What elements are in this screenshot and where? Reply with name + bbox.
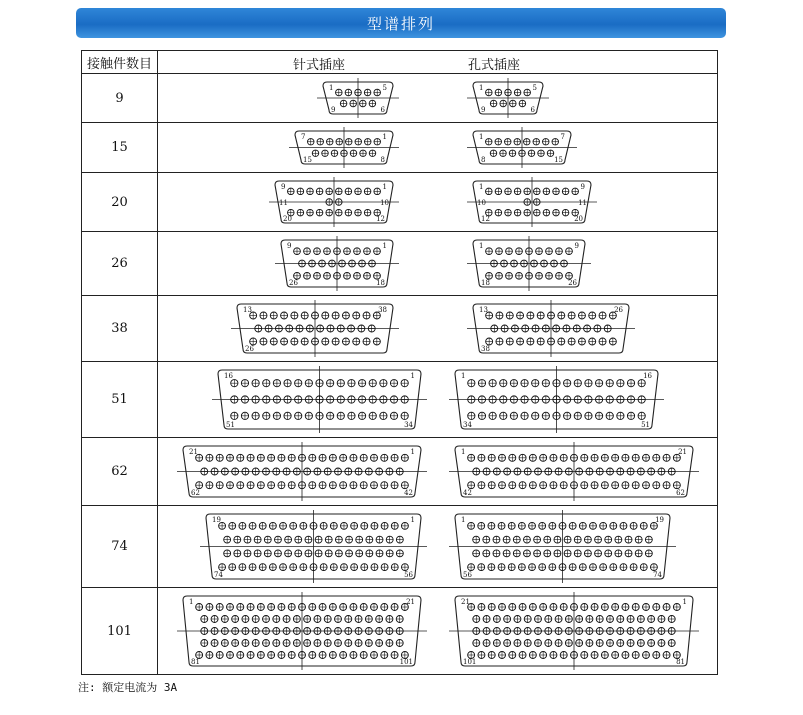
hole-socket-pin-label: 101 xyxy=(463,658,477,666)
layout-cell xyxy=(158,296,718,362)
hole-socket-pin-label: 12 xyxy=(481,215,490,223)
hole-socket-pin-label: 21 xyxy=(461,598,470,606)
pin-socket-pin-label: 1 xyxy=(329,84,334,92)
hole-socket-pin-label: 62 xyxy=(676,489,685,497)
layout-cell xyxy=(158,232,718,296)
hole-socket-pin-label: 21 xyxy=(678,448,687,456)
header-layouts xyxy=(158,51,718,74)
pin-socket-pin-label: 9 xyxy=(287,242,292,250)
hole-socket-pin-label: 26 xyxy=(614,306,623,314)
page-title: 型谱排列 xyxy=(366,14,435,33)
table-row xyxy=(82,74,718,123)
hole-socket-pin-label: 26 xyxy=(568,279,577,287)
hole-socket-pin-label: 34 xyxy=(463,421,472,429)
table-row xyxy=(82,232,718,296)
pin-socket-pin-label: 1 xyxy=(410,516,415,524)
hole-socket-pin-label: 51 xyxy=(641,421,650,429)
footnote: 注: 额定电流为 3A xyxy=(78,681,178,694)
hole-socket-pin-label: 1 xyxy=(479,84,484,92)
hole-socket-pin-label: 1 xyxy=(479,183,484,191)
pin-socket-pin-label: 1 xyxy=(382,242,387,250)
layout-diagram xyxy=(158,74,720,122)
contact-count: 62 xyxy=(82,438,158,506)
hole-socket-pin-label: 9 xyxy=(481,106,486,114)
layout-diagram xyxy=(158,438,720,505)
layout-cell xyxy=(158,588,718,675)
pin-socket-pin-label: 1 xyxy=(410,448,415,456)
pin-socket-pin-label: 34 xyxy=(404,421,413,429)
layout-diagram xyxy=(158,173,720,231)
hole-socket-pin-label: 42 xyxy=(463,489,472,497)
contact-count: 9 xyxy=(82,74,158,123)
contact-count: 15 xyxy=(82,123,158,173)
layout-cell xyxy=(158,362,718,438)
table-row xyxy=(82,588,718,675)
contact-count: 38 xyxy=(82,296,158,362)
pin-socket-pin-label: 74 xyxy=(214,571,223,579)
layout-diagram xyxy=(158,506,720,587)
pin-socket-pin-label: 6 xyxy=(380,106,385,114)
hole-socket-pin-label: 1 xyxy=(479,242,484,250)
hole-socket-pin-label: 19 xyxy=(655,516,664,524)
layout-diagram xyxy=(158,123,720,172)
pin-socket-pin-label: 19 xyxy=(212,516,221,524)
hole-socket-pin-label: 1 xyxy=(461,372,466,380)
pin-socket-pin-label: 1 xyxy=(189,598,194,606)
header-hole-socket: 孔式插座 xyxy=(468,58,521,73)
hole-socket-pin-label: 38 xyxy=(481,345,490,353)
hole-socket-pin-label: 6 xyxy=(530,106,535,114)
pin-socket-pin-label: 56 xyxy=(404,571,413,579)
layout-cell xyxy=(158,438,718,506)
hole-socket-pin-label: 9 xyxy=(574,242,579,250)
hole-socket-pin-label: 56 xyxy=(463,571,472,579)
hole-socket-pin-label: 81 xyxy=(676,658,685,666)
connector-spec-table xyxy=(81,50,718,675)
title-banner xyxy=(76,8,726,38)
pin-socket-pin-label: 51 xyxy=(226,421,235,429)
hole-socket-pin-label: 8 xyxy=(481,156,486,164)
header-pin-socket: 针式插座 xyxy=(293,58,346,73)
pin-socket-pin-label: 42 xyxy=(404,489,413,497)
pin-socket-pin-label: 1 xyxy=(410,372,415,380)
hole-socket-pin-label: 1 xyxy=(461,448,466,456)
pin-socket-pin-label: 62 xyxy=(191,489,200,497)
pin-socket-pin-label: 10 xyxy=(380,199,389,207)
pin-socket-pin-label: 20 xyxy=(283,215,292,223)
pin-socket-pin-label: 81 xyxy=(191,658,200,666)
layout-cell xyxy=(158,506,718,588)
pin-socket-pin-label: 12 xyxy=(376,215,385,223)
pin-socket-pin-label: 13 xyxy=(243,306,252,314)
hole-socket-pin-label: 15 xyxy=(554,156,563,164)
hole-socket-pin-label: 1 xyxy=(682,598,687,606)
contact-count: 101 xyxy=(82,588,158,675)
layout-cell xyxy=(158,74,718,123)
hole-socket-pin-label: 10 xyxy=(477,199,486,207)
table-row xyxy=(82,173,718,232)
pin-socket-pin-label: 26 xyxy=(245,345,254,353)
contact-count: 20 xyxy=(82,173,158,232)
pin-socket-pin-label: 11 xyxy=(279,199,288,207)
pin-socket-pin-label: 16 xyxy=(224,372,233,380)
pin-socket-pin-label: 21 xyxy=(406,598,415,606)
hole-socket-pin-label: 5 xyxy=(532,84,537,92)
header-contact-count: 接触件数目 xyxy=(82,51,158,74)
hole-socket-pin-label: 16 xyxy=(643,372,652,380)
pin-socket-pin-label: 21 xyxy=(189,448,198,456)
pin-socket-pin-label: 38 xyxy=(378,306,387,314)
layout-diagram xyxy=(158,296,720,361)
pin-socket-pin-label: 9 xyxy=(331,106,336,114)
pin-socket-pin-label: 7 xyxy=(301,133,306,141)
hole-socket-pin-label: 1 xyxy=(479,133,484,141)
pin-socket-pin-label: 5 xyxy=(382,84,387,92)
pin-socket-pin-label: 1 xyxy=(382,133,387,141)
layout-cell xyxy=(158,123,718,173)
hole-socket-pin-label: 20 xyxy=(574,215,583,223)
table-row xyxy=(82,362,718,438)
contact-count: 74 xyxy=(82,506,158,588)
table-row xyxy=(82,438,718,506)
hole-socket-pin-label: 9 xyxy=(580,183,585,191)
table-header-row xyxy=(82,51,718,74)
hole-socket-pin-label: 11 xyxy=(578,199,587,207)
pin-socket-pin-label: 18 xyxy=(376,279,385,287)
table-row xyxy=(82,123,718,173)
pin-socket-pin-label: 26 xyxy=(289,279,298,287)
layout-diagram xyxy=(158,362,720,437)
hole-socket-pin-label: 18 xyxy=(481,279,490,287)
pin-socket-pin-label: 101 xyxy=(399,658,413,666)
pin-socket-pin-label: 15 xyxy=(303,156,312,164)
table-row xyxy=(82,506,718,588)
hole-socket-pin-label: 13 xyxy=(479,306,488,314)
pin-socket-pin-label: 8 xyxy=(380,156,385,164)
table-row xyxy=(82,296,718,362)
contact-count: 51 xyxy=(82,362,158,438)
layout-diagram xyxy=(158,232,720,295)
hole-socket-pin-label: 74 xyxy=(653,571,662,579)
hole-socket-pin-label: 1 xyxy=(461,516,466,524)
hole-socket-pin-label: 7 xyxy=(560,133,565,141)
layout-cell xyxy=(158,173,718,232)
layout-diagram xyxy=(158,588,720,674)
pin-socket-pin-label: 1 xyxy=(382,183,387,191)
contact-count: 26 xyxy=(82,232,158,296)
pin-socket-pin-label: 9 xyxy=(281,183,286,191)
